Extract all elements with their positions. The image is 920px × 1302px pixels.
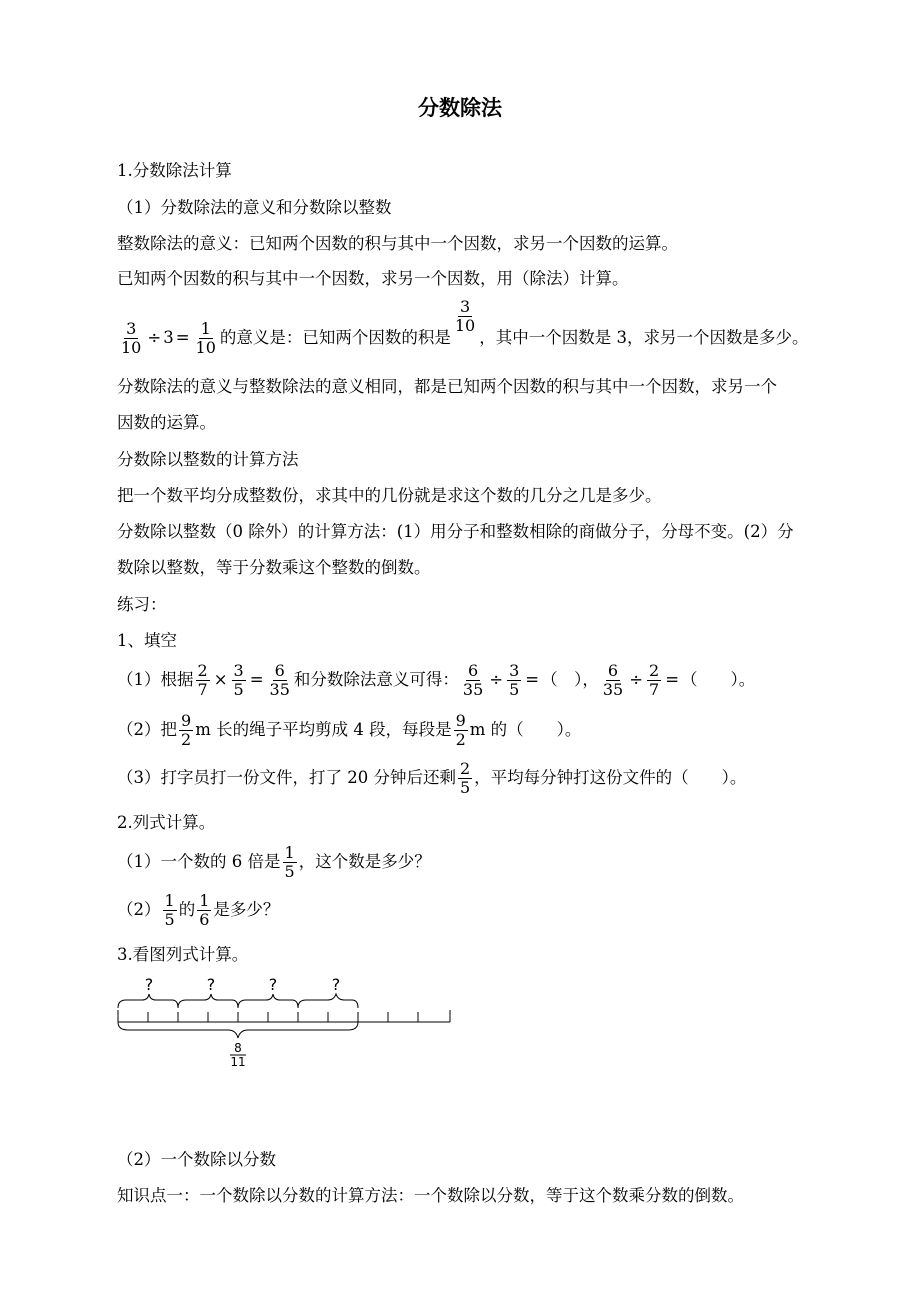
divide-sign: ÷ (629, 670, 644, 689)
question-mark: ? (144, 975, 154, 994)
fraction: $\frac{2}{5}$ (459, 759, 471, 797)
integer: 3 (163, 328, 174, 347)
diagram-fraction-numerator: 8 (234, 1041, 242, 1055)
calc-question-2 (117, 892, 279, 929)
method-heading: 分数除以整数的计算方法 (117, 450, 299, 469)
question-text: m 的（ ）。 (469, 720, 582, 739)
section-1-heading: 1.分数除法计算 (117, 161, 232, 180)
fill-blank-heading: 1、填空 (117, 631, 177, 650)
question-mark: ? (206, 975, 216, 994)
section-2-heading: 2.列式计算。 (117, 813, 216, 832)
question-mark: ? (268, 975, 278, 994)
segment-diagram (110, 968, 460, 1068)
question-text: （2）把 (117, 720, 177, 739)
question-text: 和分数除法意义可得： (293, 670, 459, 689)
multiply-sign: × (213, 670, 228, 689)
paragraph-fraction-division-meaning-1: 分数除法的意义与整数除法的意义相同，都是已知两个因数的积与其中一个因数，求另一个 (117, 377, 777, 396)
top-brace (298, 994, 358, 1008)
fraction: $\frac{1}{6}$ (199, 891, 210, 929)
fraction: $\frac{6}{35}$ (269, 661, 290, 699)
subsection-2-heading: （2）一个数除以分数 (117, 1150, 276, 1169)
fraction: $\frac{3}{5}$ (509, 661, 520, 699)
question-text: （3）打字员打一份文件，打了 20 分钟后还剩 (117, 768, 456, 787)
fraction: $\frac{9}{2}$ (455, 711, 466, 749)
question-text: 的 (178, 900, 196, 919)
fraction: $\frac{2}{7}$ (649, 661, 660, 699)
divide-sign: ÷ (489, 670, 504, 689)
fraction: $\frac{9}{2}$ (181, 711, 192, 749)
equals-sign: = (525, 670, 540, 689)
question-mark: ? (331, 975, 341, 994)
question-3 (117, 760, 746, 797)
question-text: 是多少？ (213, 900, 280, 919)
fraction: $\frac{2}{7}$ (197, 661, 208, 699)
equals-sign: = (665, 670, 680, 689)
knowledge-point-1: 知识点一：一个数除以分数的计算方法：一个数除以分数，等于这个数乘分数的倒数。 (117, 1186, 744, 1205)
segment-ticks (118, 1010, 450, 1022)
top-brace (118, 994, 178, 1008)
practice-label: 练习： (117, 595, 167, 614)
fraction: $\frac{1}{5}$ (164, 891, 175, 929)
page-title: 分数除法 (418, 96, 502, 120)
question-text: m 长的绳子平均剪成 4 段，每段是 (195, 720, 452, 739)
fraction: $\frac{3}{10}$ (454, 297, 476, 335)
fraction: $\frac{1}{10}$ (195, 319, 216, 357)
subsection-1-heading: （1）分数除法的意义和分数除以整数 (117, 198, 392, 217)
paragraph-method-1: 分数除以整数（0 除外）的计算方法：(1）用分子和整数相除的商做分子，分母不变。(2）分 (117, 522, 794, 541)
example-line (117, 297, 809, 357)
fraction: $\frac{6}{35}$ (602, 661, 624, 699)
example-text: ，其中一个因数是 3，求另一个因数是多少。 (479, 328, 809, 347)
question-2 (117, 712, 581, 749)
question-text: （2） (117, 900, 161, 919)
paragraph-fraction-division-meaning-2: 因数的运算。 (117, 413, 216, 432)
fraction: $\frac{6}{35}$ (462, 661, 484, 699)
fraction: $\frac{1}{5}$ (284, 843, 295, 881)
calc-question-1 (117, 844, 431, 881)
paragraph-average-split: 把一个数平均分成整数份，求其中的几份就是求这个数的几分之几是多少。 (117, 486, 662, 505)
fraction: $\frac{3}{5}$ (233, 661, 244, 699)
paragraph-use-division: 已知两个因数的积与其中一个因数，求另一个因数，用（除法）计算。 (117, 269, 629, 288)
bottom-brace (118, 1022, 358, 1038)
diagram-fraction-denominator: 11 (230, 1055, 246, 1068)
divide-sign: ÷ (147, 328, 162, 347)
top-brace (238, 994, 298, 1008)
question-text: （1）根据 (117, 670, 194, 689)
equals-sign: = (249, 670, 264, 689)
answer-blank: （ ）。 (681, 670, 756, 689)
example-text: 的意义是：已知两个因数的积是 (219, 328, 451, 347)
question-text: ，平均每分钟打这份文件的（ ）。 (474, 768, 747, 787)
section-3-heading: 3.看图列式计算。 (117, 945, 249, 964)
fraction: $\frac{3}{10}$ (121, 319, 142, 357)
paragraph-method-2: 数除以整数，等于分数乘这个整数的倒数。 (117, 558, 431, 577)
question-1 (117, 662, 755, 699)
equals-sign: = (175, 328, 190, 347)
top-brace (178, 994, 238, 1008)
question-text: （1）一个数的 6 倍是 (117, 852, 281, 871)
answer-blank: （ ）， (541, 670, 599, 689)
paragraph-integer-division-meaning: 整数除法的意义：已知两个因数的积与其中一个因数，求另一个因数的运算。 (117, 234, 678, 253)
question-text: ，这个数是多少？ (298, 852, 431, 871)
